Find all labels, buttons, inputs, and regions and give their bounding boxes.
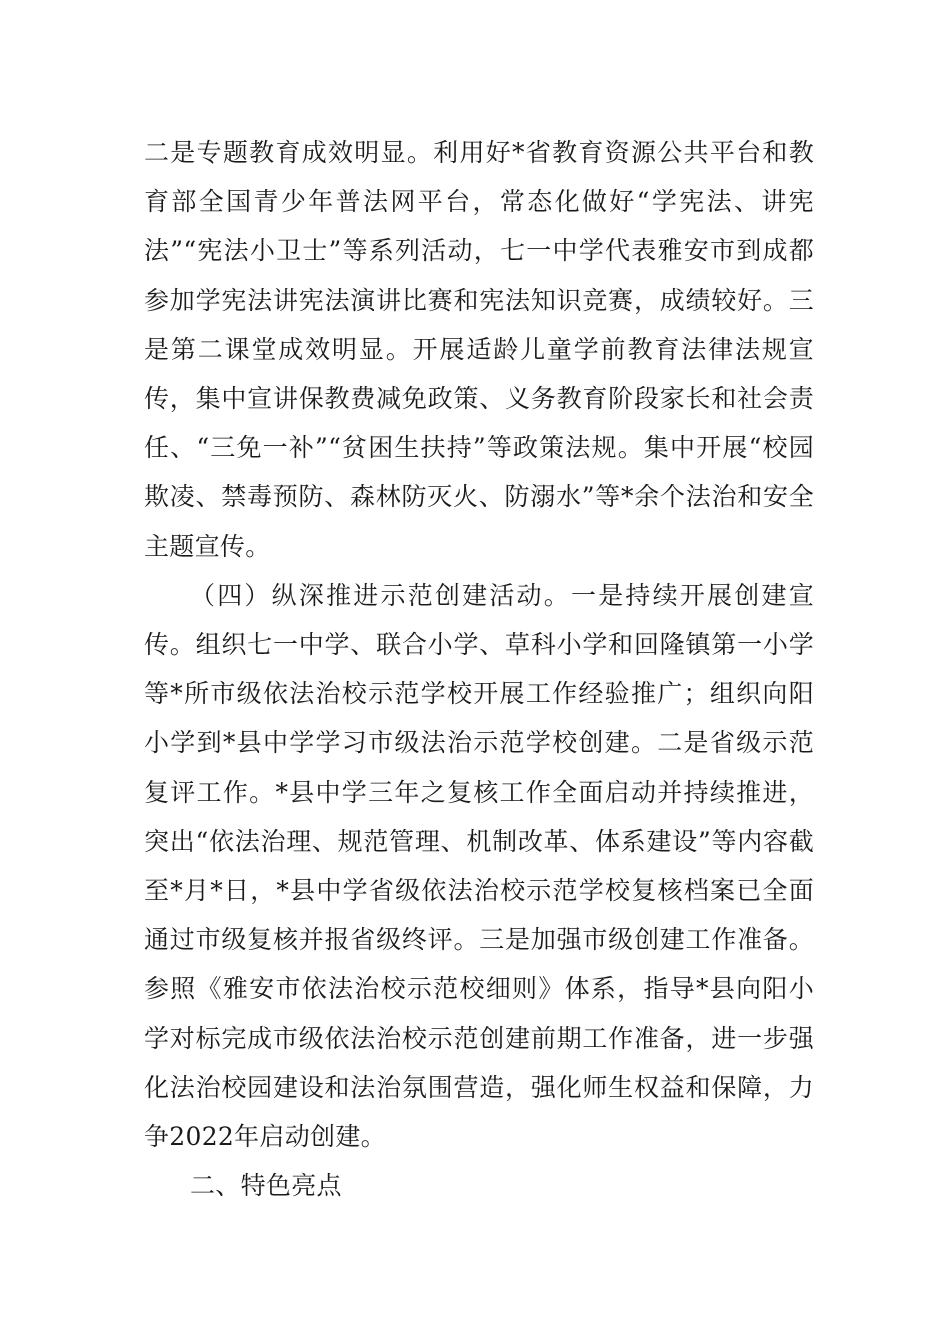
paragraph-demonstration-creation: （四）纵深推进示范创建活动。一是持续开展创建宣传。组织七一中学、联合小学、草科小学和回隆镇第一小学等*所市级依法治校示范学校开展工作经验推广；组织向阳小学到*县中学学习市级法治示范学校创建。二是省级示范复评工作。*县中学三年之复核工作全面启动并持续推进，突出“依法治理、规范管理、机制改革、体系建设”等内容截至*月*日，*县中学省级依法治校示范学校复核档案已全面通过市级复核并报省级终评。三是加强市级创建工作准备。参照《雅安市依法治校示范校细则》体系，指导*县向阳小学对标完成市级依法治校示范创建前期工作准备，进一步强化法治校园建设和法治氛围营造，强化师生权益和保障，力争2022年启动创建。 — [144, 580, 814, 1152]
section-heading-highlights: 二、特色亮点 — [190, 1171, 342, 1201]
paragraph-thematic-education: 二是专题教育成效明显。利用好*省教育资源公共平台和教育部全国青少年普法网平台，常态化做好“学宪法、讲宪法”“宪法小卫士”等系列活动，七一中学代表雅安市到成都参加学宪法讲宪法演讲比赛和宪法知识竞赛，成绩较好。三是第二课堂成效明显。开展适龄儿童学前教育法律法规宣传，集中宣讲保教费减免政策、义务教育阶段家长和社会责任、“三免一补”“贫困生扶持”等政策法规。集中开展“校园欺凌、禁毒预防、森林防灭火、防溺水”等*余个法治和安全主题宣传。 — [144, 138, 814, 561]
document-body — [144, 128, 814, 1210]
